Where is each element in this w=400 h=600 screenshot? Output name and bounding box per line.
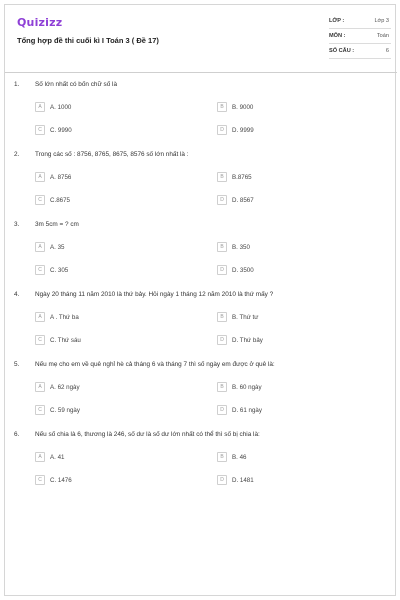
- meta-value: Toán: [376, 33, 389, 39]
- answer-option[interactable]: [217, 265, 254, 275]
- option-letter-box: D: [217, 335, 227, 345]
- answer-option[interactable]: [217, 125, 254, 135]
- question-item: [5, 291, 397, 361]
- option-letter-box: C: [35, 405, 45, 415]
- answer-option[interactable]: [217, 312, 258, 322]
- question-text: Nếu số chia là 6, thương là 246, số dư là số dư lớn nhất có thể thì số bị chia là:: [35, 431, 260, 438]
- option-letter-box: D: [217, 475, 227, 485]
- answer-option[interactable]: [217, 172, 252, 182]
- option-text: A. 1000: [50, 103, 72, 111]
- option-letter-box: D: [217, 405, 227, 415]
- option-text: D. Thứ bảy: [232, 336, 263, 344]
- option-text: A. 8756: [50, 173, 72, 181]
- worksheet-header: [5, 5, 397, 73]
- answer-option[interactable]: [217, 102, 253, 112]
- option-text: B. 46: [232, 453, 247, 461]
- question-text: Trong các số : 8756, 8765, 8675, 8576 số lớn nhất là :: [35, 151, 189, 158]
- option-text: B.8765: [232, 173, 252, 181]
- option-text: D. 1481: [232, 476, 254, 484]
- option-text: B. 60 ngày: [232, 383, 262, 391]
- meta-label: SỐ CÂU :: [329, 48, 355, 54]
- question-text: 3m 5cm = ? cm: [35, 221, 79, 228]
- option-letter-box: A: [35, 172, 45, 182]
- meta-value: 6: [385, 48, 389, 54]
- question-item: [5, 151, 397, 221]
- answer-option[interactable]: [35, 475, 72, 485]
- option-letter-box: A: [35, 452, 45, 462]
- option-text: D. 8567: [232, 196, 254, 204]
- question-number: 5.: [14, 361, 20, 368]
- option-text: C. 59 ngày: [50, 406, 80, 414]
- option-text: C. 305: [50, 266, 69, 274]
- answer-option[interactable]: [217, 335, 263, 345]
- question-number: 6.: [14, 431, 20, 438]
- answer-option[interactable]: [35, 102, 71, 112]
- question-text: Ngày 20 tháng 11 năm 2010 là thứ bảy. Hỏi ngày 1 tháng 12 năm 2010 là thứ mấy ?: [35, 291, 274, 298]
- option-letter-box: B: [217, 312, 227, 322]
- option-letter-box: C: [35, 125, 45, 135]
- question-list: [5, 81, 397, 501]
- answer-option[interactable]: [35, 335, 81, 345]
- answer-option[interactable]: [35, 265, 68, 275]
- question-number: 4.: [14, 291, 20, 298]
- answer-option[interactable]: [35, 452, 64, 462]
- answer-option[interactable]: [217, 405, 262, 415]
- option-text: C. 9990: [50, 126, 72, 134]
- option-letter-box: B: [217, 382, 227, 392]
- question-text: Nếu mẹ cho em về quê nghỉ hè cả tháng 6 và tháng 7 thì số ngày em được ở quê là:: [35, 361, 275, 368]
- answer-option[interactable]: [217, 475, 254, 485]
- quizizz-logo: Quizizz: [17, 16, 63, 29]
- question-item: [5, 361, 397, 431]
- option-text: B. Thứ tư: [232, 313, 259, 321]
- option-letter-box: D: [217, 125, 227, 135]
- question-item: [5, 431, 397, 501]
- option-text: A. 35: [50, 243, 65, 251]
- option-text: A. 41: [50, 453, 65, 461]
- option-letter-box: A: [35, 102, 45, 112]
- meta-value: Lớp 3: [374, 18, 389, 24]
- question-number: 3.: [14, 221, 20, 228]
- option-letter-box: B: [217, 242, 227, 252]
- option-letter-box: B: [217, 452, 227, 462]
- option-letter-box: A: [35, 382, 45, 392]
- meta-row-subject: [329, 29, 391, 44]
- question-item: [5, 81, 397, 151]
- worksheet-meta: [329, 14, 391, 59]
- option-text: D. 3500: [232, 266, 254, 274]
- question-item: [5, 221, 397, 291]
- option-text: B. 350: [232, 243, 250, 251]
- answer-option[interactable]: [35, 405, 80, 415]
- option-letter-box: C: [35, 195, 45, 205]
- answer-option[interactable]: [217, 382, 262, 392]
- answer-option[interactable]: [217, 242, 250, 252]
- answer-option[interactable]: [217, 195, 254, 205]
- meta-row-question-count: [329, 44, 391, 59]
- worksheet-page: [4, 4, 396, 596]
- meta-row-grade: [329, 14, 391, 29]
- answer-option[interactable]: [35, 382, 80, 392]
- answer-option[interactable]: [35, 172, 71, 182]
- option-letter-box: D: [217, 195, 227, 205]
- answer-option[interactable]: [35, 312, 79, 322]
- question-number: 2.: [14, 151, 20, 158]
- option-text: A . Thứ ba: [50, 313, 79, 321]
- answer-option[interactable]: [35, 242, 64, 252]
- worksheet-title: Tổng hợp đề thi cuối kì I Toán 3 ( Đề 17): [17, 36, 159, 45]
- option-text: C. Thứ sáu: [50, 336, 81, 344]
- option-text: B. 9000: [232, 103, 254, 111]
- option-letter-box: A: [35, 242, 45, 252]
- option-letter-box: C: [35, 335, 45, 345]
- option-letter-box: B: [217, 172, 227, 182]
- option-text: D. 61 ngày: [232, 406, 262, 414]
- question-text: Số lớn nhất có bốn chữ số là: [35, 81, 118, 88]
- option-text: A. 62 ngày: [50, 383, 80, 391]
- option-text: D. 9999: [232, 126, 254, 134]
- question-number: 1.: [14, 81, 20, 88]
- option-letter-box: C: [35, 265, 45, 275]
- option-text: C. 1476: [50, 476, 72, 484]
- answer-option[interactable]: [35, 195, 70, 205]
- option-text: C.8675: [50, 196, 70, 204]
- option-letter-box: B: [217, 102, 227, 112]
- option-letter-box: A: [35, 312, 45, 322]
- meta-label: LỚP :: [329, 18, 345, 24]
- answer-option[interactable]: [35, 125, 72, 135]
- option-letter-box: C: [35, 475, 45, 485]
- meta-label: MÔN :: [329, 33, 346, 39]
- answer-option[interactable]: [217, 452, 246, 462]
- option-letter-box: D: [217, 265, 227, 275]
